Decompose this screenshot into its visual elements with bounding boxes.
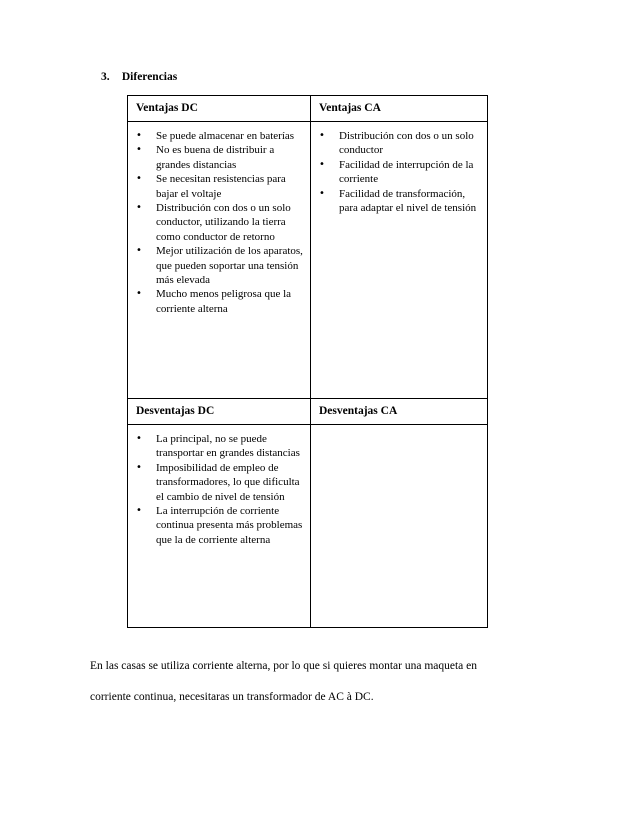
disadvantages-dc-list: [128, 425, 310, 547]
list-item: • Distribución con dos o un solo conductor: [311, 129, 483, 158]
section-title: Diferencias: [121, 71, 178, 83]
list-item: • Facilidad de transformación, para adaptar el nivel de tensión: [311, 187, 483, 216]
differences-table: [127, 95, 488, 628]
list-item: • Se necesitan resistencias para bajar el voltaje: [128, 172, 306, 201]
list-item: • Imposibilidad de empleo de transformadores, lo que dificulta el cambio de nivel de tensión: [128, 461, 306, 504]
list-item: • Se puede almacenar en baterías: [128, 129, 306, 143]
section-heading: [101, 71, 177, 83]
cell-advantages-ca: [311, 122, 488, 399]
advantages-ca-list: [311, 122, 487, 215]
table-row: [128, 96, 488, 122]
list-item: • La interrupción de corriente continua presenta más problemas que la de corriente alterna: [128, 504, 306, 547]
header-advantages-dc: Ventajas DC: [128, 96, 311, 122]
table-row: [128, 425, 488, 628]
advantages-dc-list: [128, 122, 310, 316]
list-item: • Distribución con dos o un solo conductor, utilizando la tierra como conductor de retorno: [128, 201, 306, 244]
paragraph-line-1: En las casas se utiliza corriente alterna, por lo que si quieres montar una maqueta en: [90, 660, 478, 672]
list-item: • Facilidad de interrupción de la corriente: [311, 158, 483, 187]
list-item: • No es buena de distribuir a grandes distancias: [128, 143, 306, 172]
list-item: • Mejor utilización de los aparatos, que pueden soportar una tensión más elevada: [128, 244, 306, 287]
header-disadvantages-ca: Desventajas CA: [311, 399, 488, 425]
paragraph-line-2: corriente continua, necesitaras un transformador de AC à DC.: [90, 691, 374, 703]
table-row: [128, 399, 488, 425]
header-disadvantages-dc: Desventajas DC: [128, 399, 311, 425]
cell-advantages-dc: [128, 122, 311, 399]
section-number: 3.: [101, 71, 110, 83]
list-item: • Mucho menos peligrosa que la corriente alterna: [128, 287, 306, 316]
header-advantages-ca: Ventajas CA: [311, 96, 488, 122]
list-item: • La principal, no se puede transportar en grandes distancias: [128, 432, 306, 461]
cell-disadvantages-ca: [311, 425, 488, 628]
cell-disadvantages-dc: [128, 425, 311, 628]
table-row: [128, 122, 488, 399]
